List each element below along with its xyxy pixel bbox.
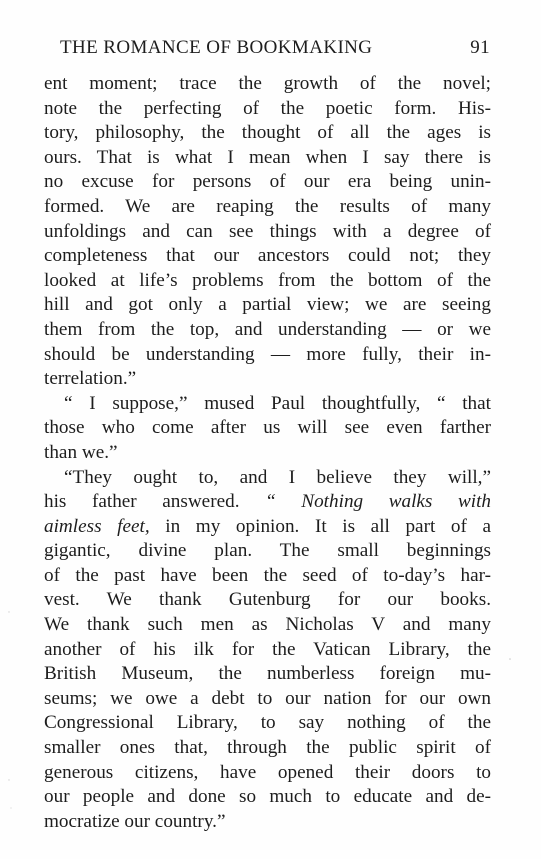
text-segment: mocratize our country.”	[44, 810, 226, 832]
text-segment: smaller ones that, through the public spirit of	[44, 737, 491, 759]
text-line	[44, 244, 491, 269]
text-line	[44, 293, 491, 318]
text-line	[44, 687, 491, 712]
text-segment: ent moment; trace the growth of the novel;	[44, 73, 491, 94]
text-segment: gigantic, divine plan. The small beginnings	[44, 540, 491, 562]
text-segment: looked at life’s problems from the bottom of the	[44, 269, 491, 291]
text-segment: those who come after us will see even farther	[44, 417, 491, 439]
speck	[10, 807, 11, 808]
text-line	[44, 97, 491, 122]
text-segment: vest. We thank Gutenburg for our books.	[44, 589, 491, 611]
text-line	[44, 785, 491, 810]
text-line	[44, 318, 491, 343]
text-segment: seums; we owe a debt to our nation for our own	[44, 687, 491, 709]
text-segment: generous citizens, have opened their doors to	[44, 761, 491, 783]
text-line	[44, 416, 491, 441]
text-line	[44, 564, 491, 589]
body-text	[44, 72, 491, 834]
text-line	[44, 146, 491, 171]
text-line	[44, 72, 491, 97]
text-line	[44, 515, 491, 540]
text-segment: hill and got only a partial view; we are seeing	[44, 294, 491, 316]
running-head	[60, 34, 490, 62]
speck	[8, 779, 9, 780]
text-segment: them from the top, and understanding — or we	[44, 318, 491, 340]
text-segment: tory, philosophy, the thought of all the ages is	[44, 122, 491, 144]
text-line	[44, 441, 491, 466]
speck	[8, 611, 9, 612]
text-line	[44, 490, 491, 515]
text-line	[44, 613, 491, 638]
text-line	[44, 220, 491, 245]
text-line	[44, 711, 491, 736]
text-segment: “ I suppose,” mused Paul thoughtfully, “ that	[64, 392, 491, 414]
text-segment: formed. We are reaping the results of many	[44, 195, 491, 217]
text-line	[44, 638, 491, 663]
text-segment: our people and done so much to educate and de-	[44, 786, 491, 808]
text-line	[44, 588, 491, 613]
text-line	[44, 343, 491, 368]
text-segment: British Museum, the numberless foreign mu-	[44, 663, 491, 685]
italic-text: aimless feet,	[44, 515, 150, 537]
text-line	[44, 662, 491, 687]
text-segment: completeness that our ancestors could not; they	[44, 245, 491, 267]
text-segment: unfoldings and can see things with a degree of	[44, 220, 491, 242]
text-segment: no excuse for persons of our era being unin-	[44, 171, 491, 193]
text-line	[44, 195, 491, 220]
text-line	[44, 392, 491, 417]
text-line	[44, 466, 491, 491]
text-segment: Congressional Library, to say nothing of the	[44, 712, 491, 734]
text-line	[44, 170, 491, 195]
text-line	[44, 761, 491, 786]
text-line	[44, 736, 491, 761]
text-segment: than we.”	[44, 441, 118, 463]
text-segment: his father answered.	[44, 491, 266, 513]
text-line	[44, 269, 491, 294]
italic-text: “ Nothing walks with	[265, 491, 492, 513]
text-line	[44, 810, 491, 835]
speck	[509, 658, 511, 660]
text-line	[44, 539, 491, 564]
text-segment: We thank such men as Nicholas V and many	[44, 614, 491, 636]
text-segment: in my opinion. It is all part of a	[149, 515, 491, 537]
text-segment: should be understanding — more fully, their in-	[44, 343, 491, 365]
text-line	[44, 367, 491, 392]
text-segment: “They ought to, and I believe they will,”	[64, 466, 491, 488]
text-line	[44, 121, 491, 146]
page-number: 91	[470, 37, 490, 58]
text-segment: ours. That is what I mean when I say there is	[44, 146, 491, 168]
text-segment: of the past have been the seed of to-day’s har-	[44, 564, 491, 586]
text-segment: note the perfecting of the poetic form. His-	[44, 97, 491, 119]
text-segment: another of his ilk for the Vatican Library, the	[44, 638, 491, 660]
running-title: THE ROMANCE OF BOOKMAKING	[60, 37, 373, 58]
text-segment: terrelation.”	[44, 368, 137, 390]
